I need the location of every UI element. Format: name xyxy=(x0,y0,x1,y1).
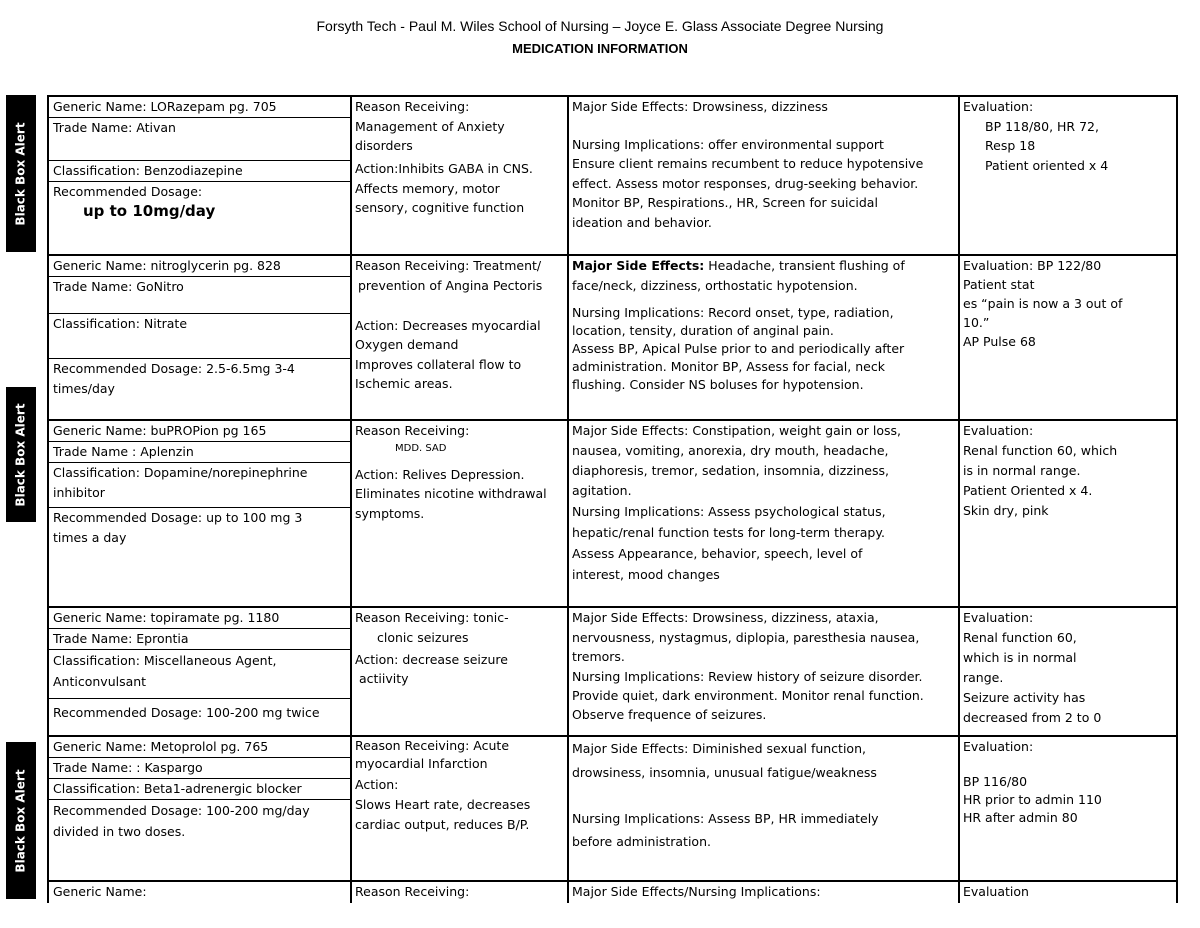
black-box-alert-2 xyxy=(6,387,36,522)
evaluation-text: Evaluation: Renal function 60, which is in normal range. Seizure activity has decreased from 2 to 0 xyxy=(963,610,1102,725)
nursing-implications: Nursing Implications: Assess psychological status, hepatic/renal function tests for long-term therapy. xyxy=(572,504,886,540)
table-row xyxy=(48,881,1177,903)
reason-action-cell xyxy=(351,607,568,736)
action: Action: decrease seizure xyxy=(355,651,508,667)
generic-name: Generic Name: xyxy=(53,884,147,899)
drug-info-cell xyxy=(48,607,351,736)
reason-receiving: Reason Receiving: tonic- xyxy=(355,610,509,625)
recommended-dosage: Recommended Dosage: up to 100 mg 3 times a day xyxy=(53,510,303,545)
trade-name: Trade Name: GoNitro xyxy=(49,277,350,314)
drug-info-cell xyxy=(48,96,351,255)
drug-info-cell xyxy=(48,881,351,903)
reason-receiving-cont: prevention of Angina Pectoris xyxy=(358,277,543,293)
trade-name: Trade Name: : Kaspargo xyxy=(49,758,350,779)
classification: Classification: Benzodiazepine xyxy=(49,161,350,182)
side-effects-cell xyxy=(568,736,959,881)
side-effects-cell xyxy=(568,420,959,607)
reason-receiving: Reason Receiving: Treatment/ xyxy=(355,258,542,273)
table-row xyxy=(48,736,1177,881)
classification: Classification: Nitrate xyxy=(49,314,350,359)
classification: Classification: Dopamine/norepinephrine inhibitor xyxy=(49,463,350,508)
major-side-effects: Major Side Effects: Diminished sexual function, drowsiness, insomnia, unusual fatigue/weakness xyxy=(572,741,877,780)
trade-name: Trade Name: Ativan xyxy=(49,118,350,161)
dosage-label: Recommended Dosage: xyxy=(53,184,203,199)
classification: Classification: Miscellaneous Agent, Anticonvulsant xyxy=(49,650,350,699)
recommended-dosage xyxy=(49,182,350,254)
table-row xyxy=(48,607,1177,736)
evaluation-label: Evaluation xyxy=(959,881,1177,903)
table-row xyxy=(48,96,1177,255)
side-effects-cell xyxy=(568,96,959,255)
evaluation-text: BP 118/80, HR 72, Resp 18 Patient oriented x 4 xyxy=(985,118,1109,173)
action: Action:Inhibits GABA in CNS. Affects memory, motor sensory, cognitive function xyxy=(355,161,533,215)
reason-receiving: Reason Receiving: Acute myocardial Infarction xyxy=(355,738,510,771)
document-title: MEDICATION INFORMATION xyxy=(512,41,688,56)
reason-action-cell xyxy=(351,96,568,255)
reason-value: MDD. SAD xyxy=(395,442,447,454)
evaluation-cell xyxy=(959,736,1177,881)
evaluation-text: BP 116/80 HR prior to admin 110 HR after admin 80 xyxy=(963,774,1102,825)
generic-name: Generic Name: topiramate pg. 1180 xyxy=(49,608,350,629)
trade-name: Trade Name: Eprontia xyxy=(49,629,350,650)
reason-action-cell xyxy=(351,255,568,420)
evaluation-label: Evaluation: xyxy=(963,423,1034,438)
recommended-dosage: Recommended Dosage: 100-200 mg/day divided in two doses. xyxy=(53,803,310,839)
black-box-alert-label: Black Box Alert xyxy=(14,121,29,226)
dosage-value: up to 10mg/day xyxy=(83,201,216,220)
black-box-alert-1 xyxy=(6,95,36,252)
generic-name: Generic Name: buPROPion pg 165 xyxy=(49,421,350,442)
evaluation-label: Evaluation: xyxy=(963,99,1034,114)
side-effects-label: Major Side Effects: xyxy=(572,258,705,273)
nursing-implications-cont: Assess Appearance, behavior, speech, level of interest, mood changes xyxy=(572,546,863,582)
table-row xyxy=(48,420,1177,607)
evaluation-text: Evaluation: BP 122/80 Patient stat es “pain is now a 3 out of 10.” AP Pulse 68 xyxy=(963,258,1123,349)
generic-name: Generic Name: Metoprolol pg. 765 xyxy=(49,737,350,758)
side-effects-cell xyxy=(568,607,959,736)
black-box-alert-3 xyxy=(6,742,36,899)
generic-name: Generic Name: nitroglycerin pg. 828 xyxy=(49,256,350,277)
action: Action: Decreases myocardial Oxygen demand Improves collateral flow to Ischemic areas. xyxy=(355,317,541,391)
reason-receiving-cont: clonic seizures xyxy=(377,629,469,645)
reason-receiving: Reason Receiving: xyxy=(355,423,470,438)
trade-name: Trade Name : Aplenzin xyxy=(49,442,350,463)
reason-receiving: Reason Receiving: xyxy=(351,881,568,903)
reason-action-cell xyxy=(351,736,568,881)
medication-table xyxy=(47,95,1178,903)
reason-action-cell xyxy=(351,420,568,607)
nursing-implications: Nursing Implications: Assess BP, HR immediately before administration. xyxy=(572,811,879,849)
classification: Classification: Beta1-adrenergic blocker xyxy=(49,779,350,800)
recommended-dosage: Recommended Dosage: 2.5-6.5mg 3-4 times/day xyxy=(53,361,295,396)
side-effects-text: Headache, transient flushing of face/neck, dizziness, orthostatic hypotension. xyxy=(572,258,905,293)
evaluation-cell xyxy=(959,607,1177,736)
evaluation-cell xyxy=(959,420,1177,607)
action: Action: Slows Heart rate, decreases cardiac output, reduces B/P. xyxy=(355,777,531,832)
action-cont: actiivity xyxy=(359,671,409,686)
nursing-implications: Nursing Implications: offer environmental support Ensure client remains recumbent to reduce hypotensive effect. Assess motor responses, drug-seeking behavior. Monitor BP, Respirations., HR, Screen for suicidal ideation and behavior. xyxy=(572,136,924,230)
reason-receiving: Reason Receiving: Management of Anxiety disorders xyxy=(355,99,505,153)
nursing-implications: Nursing Implications: Record onset, type, radiation, location, tensity, duration of anginal pain. Assess BP, Apical Pulse prior to and periodically after administration. Monitor BP, Assess for facial, neck flushing. Consider NS boluses for hypotension. xyxy=(572,305,905,392)
generic-name: Generic Name: LORazepam pg. 705 xyxy=(49,97,350,118)
nursing-implications: Nursing Implications: Review history of seizure disorder. Provide quiet, dark environment. Monitor renal function. Observe frequence of seizures. xyxy=(572,668,924,722)
evaluation-label: Evaluation: xyxy=(963,739,1034,754)
drug-info-cell xyxy=(48,420,351,607)
drug-info-cell xyxy=(48,255,351,420)
document-header: Forsyth Tech - Paul M. Wiles School of Nursing – Joyce E. Glass Associate Degree Nursing xyxy=(316,18,884,34)
major-side-effects: Major Side Effects: Drowsiness, dizziness, ataxia, nervousness, nystagmus, diplopia, paresthesia nausea, tremors. xyxy=(572,610,920,664)
major-side-effects xyxy=(572,256,958,304)
major-side-effects: Major Side Effects/Nursing Implications: xyxy=(568,881,959,903)
evaluation-text: Renal function 60, which is in normal range. Patient Oriented x 4. Skin dry, pink xyxy=(963,442,1118,518)
black-box-alert-label: Black Box Alert xyxy=(14,402,29,507)
evaluation-cell xyxy=(959,255,1177,420)
major-side-effects: Major Side Effects: Drowsiness, dizziness xyxy=(572,99,828,114)
action: Action: Relives Depression. Eliminates nicotine withdrawal symptoms. xyxy=(355,466,547,521)
recommended-dosage: Recommended Dosage: 100-200 mg twice xyxy=(53,705,320,720)
major-side-effects: Major Side Effects: Constipation, weight gain or loss, nausea, vomiting, anorexia, dry mouth, headache, diaphoresis, tremor, sedation, insomnia, dizziness, agitation. xyxy=(572,423,901,498)
black-box-alert-label: Black Box Alert xyxy=(14,768,29,873)
evaluation-cell xyxy=(959,96,1177,255)
side-effects-cell xyxy=(568,255,959,420)
drug-info-cell xyxy=(48,736,351,881)
table-row xyxy=(48,255,1177,420)
